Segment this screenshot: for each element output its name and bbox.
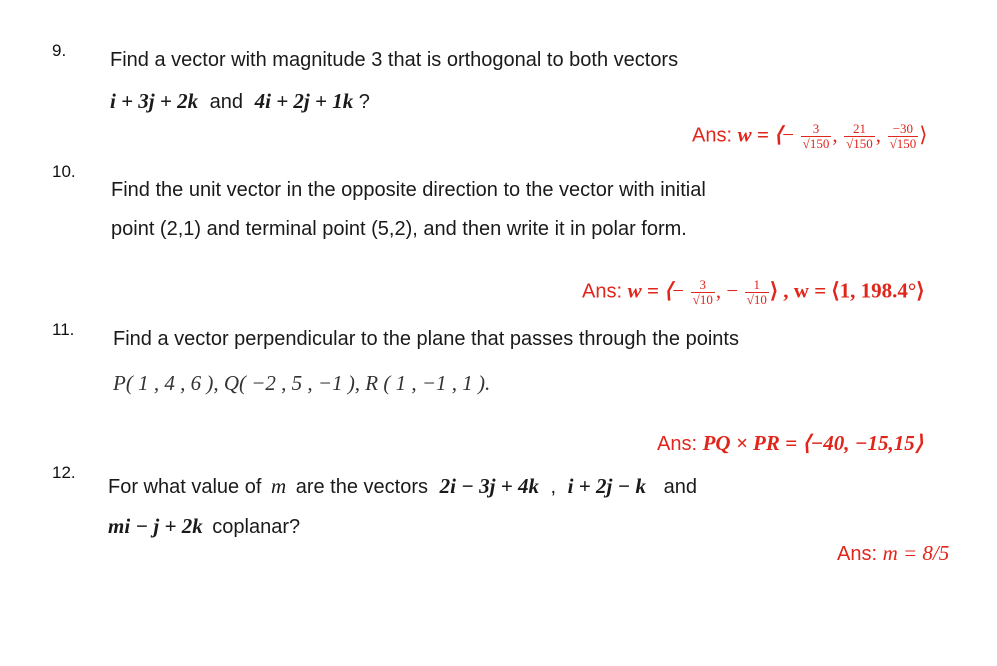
question-12-text-mid: are the vectors xyxy=(295,476,429,498)
answer-9-label: Ans: xyxy=(692,124,733,147)
question-number-12: 12. xyxy=(52,463,76,482)
question-9-vector-2: 4i + 2j + 1k xyxy=(254,89,354,113)
question-9-and: and xyxy=(209,91,244,113)
question-9-line-2 xyxy=(110,89,370,114)
answer-11-label: Ans: xyxy=(657,433,698,455)
question-10-line-2: point (2,1) and terminal point (5,2), and then write it in polar form. xyxy=(111,218,687,240)
answer-10-label: Ans: xyxy=(582,280,623,303)
answer-9-close: ⟩ xyxy=(919,122,928,147)
question-12-vector-1: 2i − 3j + 4k xyxy=(439,474,539,498)
answer-12-expression: m = 8/5 xyxy=(882,541,950,565)
question-12-vector-2: i + 2j − k xyxy=(567,474,647,498)
question-12-comma: , xyxy=(550,476,557,498)
question-12-line-2 xyxy=(108,514,300,539)
answer-12 xyxy=(837,541,949,566)
question-12-text-post: coplanar? xyxy=(212,516,301,538)
answer-11-expression: PQ × PR = ⟨−40, −15,15⟩ xyxy=(702,431,923,455)
answer-10-fraction-2-denominator: 10 xyxy=(753,291,767,307)
question-9-qmark: ? xyxy=(358,91,370,113)
answer-9-fraction-3-denominator: 150 xyxy=(896,135,917,151)
answer-9-fraction-1: $\frac{3}{√150}$ xyxy=(802,121,830,151)
answer-9-fraction-1-numerator: 3 xyxy=(812,121,820,136)
answer-9-lhs: w = ⟨ xyxy=(737,122,783,147)
question-9-vector-1: i + 3j + 2k xyxy=(110,89,199,113)
answer-9-fraction-3: $\frac{-30}{√150}$ xyxy=(889,121,917,151)
question-number-10: 10. xyxy=(52,162,76,181)
answer-10: Ans: w = ⟨− $\frac{3}{√10}$ , − $\frac{1}{√10}$ ⟩ , w = ⟨1, 198.4°⟩ xyxy=(582,277,925,307)
question-12-m: m xyxy=(270,474,287,498)
answer-10-fraction-1-numerator: 3 xyxy=(699,277,706,292)
answer-9-fraction-2-denominator: 150 xyxy=(853,135,873,151)
question-9-line-1: Find a vector with magnitude 3 that is orthogonal to both vectors xyxy=(110,49,679,71)
answer-10-fraction-2-numerator: 1 xyxy=(753,277,761,292)
question-number-11: 11. xyxy=(52,320,75,339)
answer-10-fraction-1: $\frac{3}{√10}$ xyxy=(692,277,713,307)
question-number-9: 9. xyxy=(52,41,67,60)
answer-11 xyxy=(657,431,923,456)
answer-9-fraction-1-denominator: 150 xyxy=(809,135,830,151)
answer-10-lhs: w = ⟨ xyxy=(627,278,673,303)
answer-10-rhs: ⟩ , w = ⟨1, 198.4°⟩ xyxy=(769,278,925,303)
answer-10-fraction-1-denominator: 10 xyxy=(699,291,713,307)
question-12-text-pre: For what value of xyxy=(108,476,262,498)
question-12-vector-3: mi − j + 2k xyxy=(108,514,203,538)
question-10-line-1: Find the unit vector in the opposite direction to the vector with initial xyxy=(111,179,706,201)
question-11-points: P( 1 , 4 , 6 ), Q( −2 , 5 , −1 ), R ( 1 , −1 , 1 ). xyxy=(113,371,491,395)
answer-12-label: Ans: xyxy=(837,543,878,565)
answer-10-fraction-2: $\frac{1}{√10}$ xyxy=(746,277,767,307)
answer-9-fraction-2-numerator: 21 xyxy=(852,121,866,136)
answer-9: Ans: w = ⟨− $\frac{3}{√150}$ , $\frac{21}{√150}$ , $\frac{-30}{√150}$ ⟩ xyxy=(692,121,928,151)
answer-9-fraction-3-numerator: −30 xyxy=(892,121,914,136)
question-12-and: and xyxy=(663,476,697,498)
question-11-line-1: Find a vector perpendicular to the plane that passes through the points xyxy=(113,328,739,350)
answer-9-fraction-2: $\frac{21}{√150}$ xyxy=(846,121,873,151)
question-12-line-1 xyxy=(108,474,697,499)
